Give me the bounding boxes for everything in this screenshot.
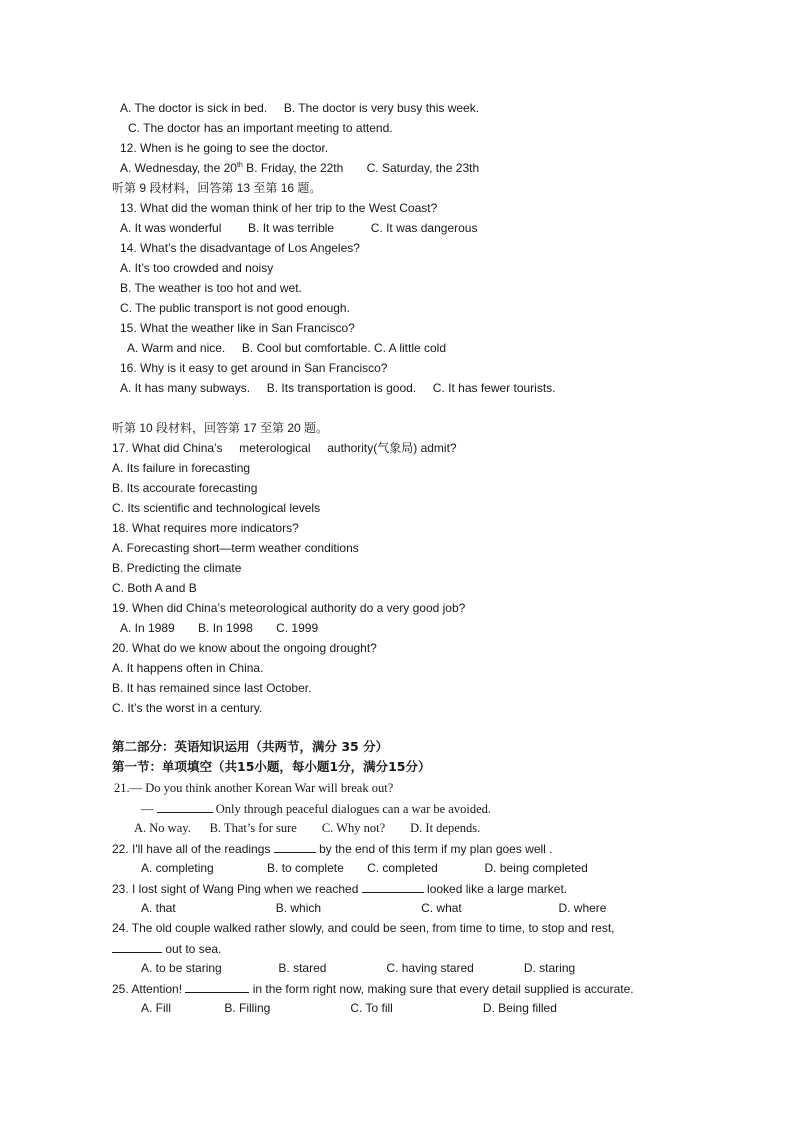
q18-option-a: A. Forecasting short—term weather conditions	[112, 541, 359, 555]
q14-option-b: B. The weather is too hot and wet.	[120, 281, 302, 295]
q13-options: A. It was wonderful B. It was terrible C. It was dangerous	[120, 221, 478, 235]
q24-blank	[112, 941, 162, 953]
q25-blank	[185, 981, 249, 993]
q14-option-c: C. The public transport is not good enough.	[120, 301, 350, 315]
section-9-instruction: 听第 9 段材料，回答第 13 至第 16 题。	[112, 181, 322, 195]
q14-option-a: A. It’s too crowded and noisy	[120, 261, 274, 275]
section-10-instruction: 听第 10 段材料，回答第 17 至第 20 题。	[112, 421, 329, 435]
q20-question: 20. What do we know about the ongoing drought?	[112, 641, 377, 655]
q21-options: A. No way. B. That’s for sure C. Why not? D. It depends.	[134, 821, 481, 835]
part-two-heading: 第二部分：英语知识运用（共两节，满分 35 分）	[112, 739, 389, 754]
section-one-heading: 第一节：单项填空（共15小题，每小题1分，满分15分）	[112, 759, 431, 774]
q24-question: 24. The old couple walked rather slowly, and could be seen, from time to time, to stop and rest,	[112, 921, 615, 935]
q20-option-c: C. It’s the worst in a century.	[112, 701, 263, 715]
q23-question: 23. I lost sight of Wang Ping when we reached looked like a large market.	[112, 882, 568, 896]
q17-option-c: C. Its scientific and technological levels	[112, 501, 321, 515]
q24-question-cont: out to sea.	[112, 941, 221, 956]
q12-question: 12. When is he going to see the doctor.	[120, 141, 329, 155]
q23-options: A. that B. which C. what D. where	[141, 901, 607, 915]
q18-question: 18. What requires more indicators?	[112, 521, 299, 535]
q24-options: A. to be staring B. stared C. having stared D. staring	[141, 961, 576, 975]
q16-question: 16. Why is it easy to get around in San Francisco?	[120, 361, 388, 375]
q12-options: A. Wednesday, the 20th B. Friday, the 22th C. Saturday, the 23th	[120, 161, 480, 175]
q23-blank	[362, 881, 424, 893]
q16-options: A. It has many subways. B. Its transportation is good. C. It has fewer tourists.	[120, 381, 556, 395]
q21-question: 21.— Do you think another Korean War will break out?	[114, 781, 394, 795]
q17-question: 17. What did China’s meterological authority(气象局) admit?	[112, 441, 457, 455]
q19-options: A. In 1989 B. In 1998 C. 1999	[120, 621, 319, 635]
q18-option-c: C. Both A and B	[112, 581, 197, 595]
q17-option-a: A. Its failure in forecasting	[112, 461, 251, 475]
q22-blank	[274, 841, 316, 853]
q11-option-c: C. The doctor has an important meeting to attend.	[128, 121, 393, 135]
q11-options-ab: A. The doctor is sick in bed. B. The doctor is very busy this week.	[120, 101, 480, 115]
q25-options: A. Fill B. Filling C. To fill D. Being filled	[141, 1001, 557, 1015]
q21-blank	[157, 801, 213, 813]
q15-question: 15. What the weather like in San Francisco?	[120, 321, 355, 335]
q22-question: 22. I'll have all of the readings by the end of this term if my plan goes well .	[112, 842, 553, 856]
q14-question: 14. What’s the disadvantage of Los Angeles?	[120, 241, 360, 255]
q22-options: A. completing B. to complete C. completed D. being completed	[141, 861, 588, 875]
q20-option-b: B. It has remained since last October.	[112, 681, 312, 695]
q20-option-a: A. It happens often in China.	[112, 661, 264, 675]
q21-response: — Only through peaceful dialogues can a war be avoided.	[141, 802, 491, 816]
q25-question: 25. Attention! in the form right now, making sure that every detail supplied is accurate.	[112, 982, 634, 996]
q13-question: 13. What did the woman think of her trip to the West Coast?	[120, 201, 438, 215]
q19-question: 19. When did China’s meteorological authority do a very good job?	[112, 601, 466, 615]
q15-options: A. Warm and nice. B. Cool but comfortable. C. A little cold	[127, 341, 447, 355]
q18-option-b: B. Predicting the climate	[112, 561, 242, 575]
q17-option-b: B. Its accourate forecasting	[112, 481, 258, 495]
